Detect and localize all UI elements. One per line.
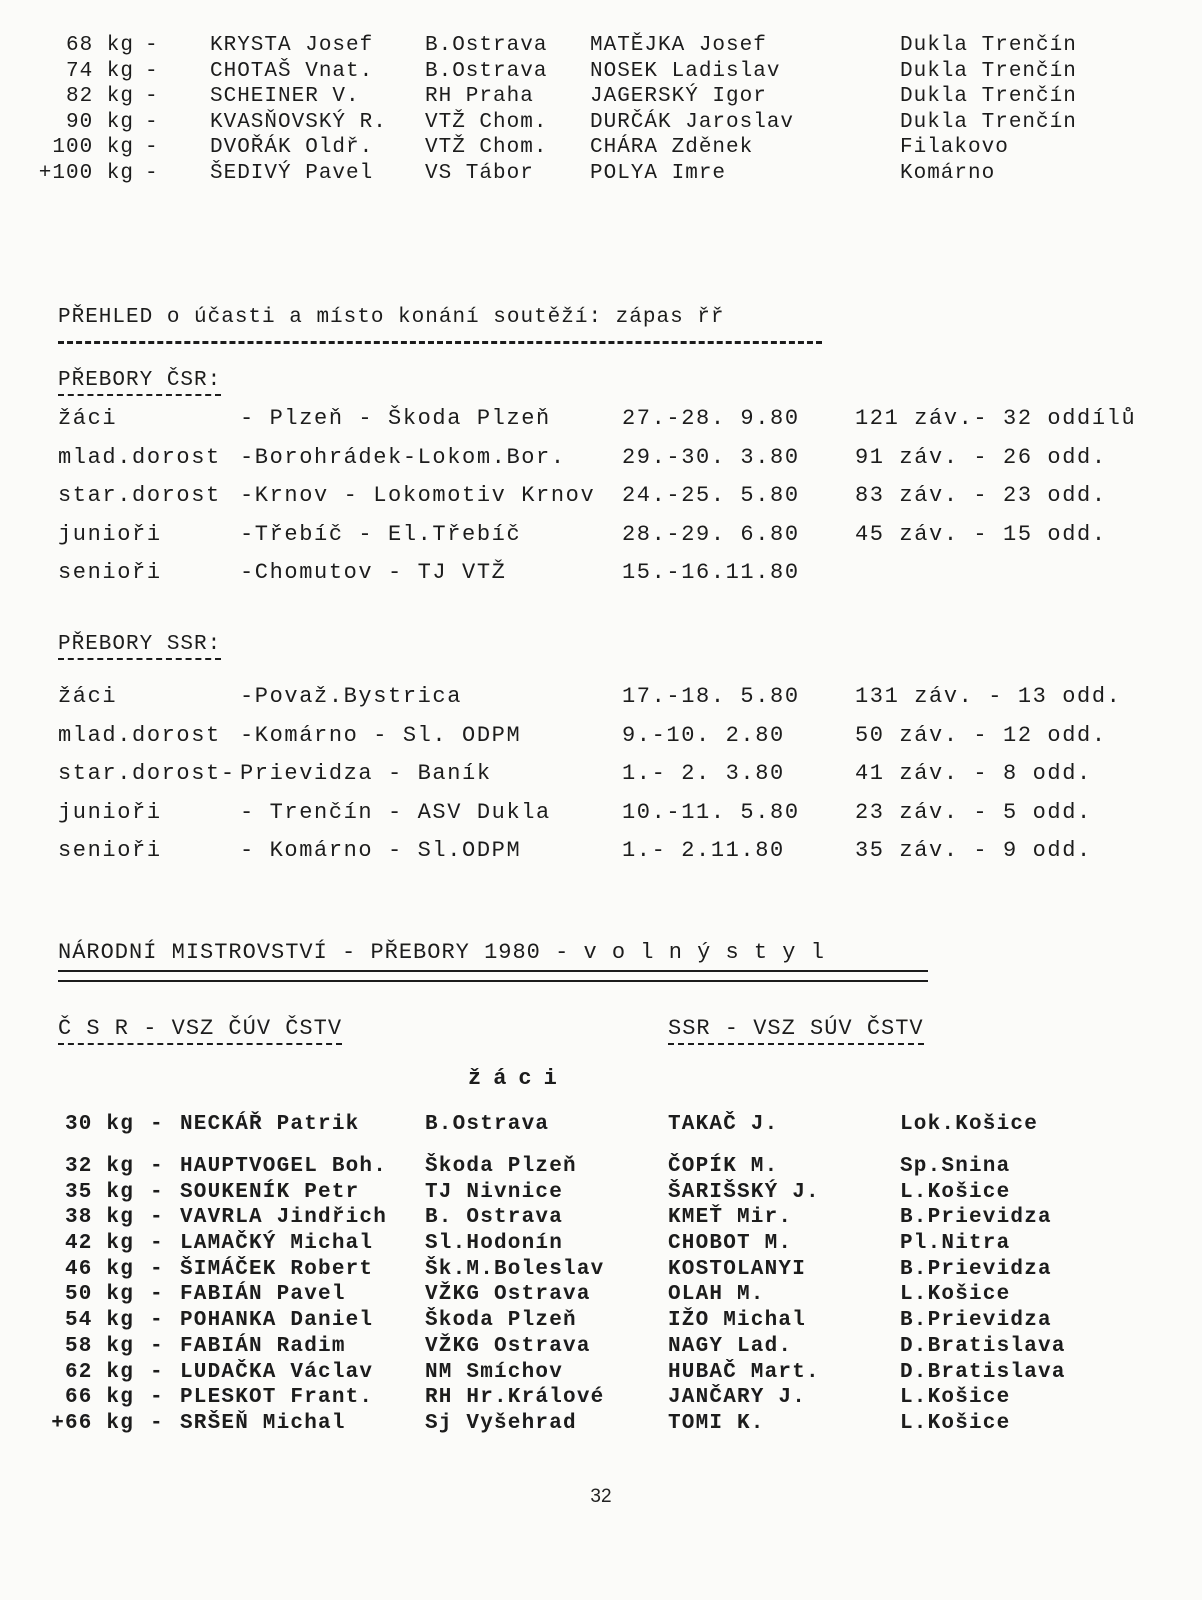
category: mlad.dorost — [58, 722, 221, 748]
ssr-competitions-table — [0, 684, 1202, 877]
dates: 17.-18. 5.80 — [622, 684, 800, 709]
ssr-club: Dukla Trenčín — [900, 34, 1077, 57]
dash: - — [145, 59, 159, 83]
csr-name: NECKÁŘ Patrik — [180, 1113, 360, 1136]
ssr-club: D.Bratislava — [900, 1334, 1066, 1358]
csr-club: Škoda Plzeň — [425, 1155, 577, 1178]
table-row — [0, 60, 1202, 86]
venue: -Komárno - Sl. ODPM — [240, 722, 522, 748]
csr-name: LAMAČKÝ Michal — [180, 1232, 374, 1256]
ssr-club: Sp.Snina — [900, 1155, 1011, 1178]
csr-club: B.Ostrava — [425, 1113, 550, 1136]
weight-class: 38 kg — [64, 1206, 134, 1230]
csr-name: KVASŇOVSKÝ R. — [210, 110, 387, 134]
csr-club: VŽKG Ostrava — [425, 1283, 591, 1307]
table-row — [0, 560, 1202, 599]
csr-name: KRYSTA Josef — [210, 34, 374, 57]
page-number: 32 — [590, 1486, 612, 1507]
ssr-name: TOMI K. — [668, 1411, 765, 1435]
ssr-name: MATĚJKA Josef — [590, 34, 767, 57]
csr-name: LUDAČKA Václav — [180, 1360, 374, 1384]
dates: 24.-25. 5.80 — [622, 483, 800, 508]
dates: 28.-29. 6.80 — [622, 521, 800, 547]
ssr-name: IŽO Michal — [668, 1309, 807, 1333]
category: mlad.dorost — [58, 444, 221, 470]
table-row — [0, 684, 1202, 723]
csr-name: SOUKENÍK Petr — [180, 1180, 360, 1204]
dash: - — [150, 1411, 164, 1435]
ssr-club: Pl.Nitra — [900, 1232, 1011, 1256]
table-row — [0, 162, 1202, 188]
table-row — [0, 111, 1202, 137]
table-row — [0, 1386, 1202, 1412]
weight-class: +100 kg — [38, 161, 134, 185]
zaci-results-table — [0, 1113, 1202, 1438]
dash: - — [145, 85, 159, 109]
category: junioři — [58, 799, 162, 825]
ssr-name: OLAH M. — [668, 1283, 765, 1307]
counts: 91 záv. - 26 odd. — [855, 444, 1107, 470]
csr-club: VTŽ Chom. — [425, 136, 548, 160]
ssr-club: L.Košice — [900, 1386, 1011, 1410]
weight-class: 66 kg — [64, 1386, 134, 1410]
dash: - — [150, 1180, 164, 1204]
table-row — [0, 1113, 1202, 1155]
ssr-club: Komárno — [900, 161, 996, 185]
category: senioři — [58, 838, 162, 863]
csr-name: POHANKA Daniel — [180, 1309, 374, 1333]
ssr-name: HUBAČ Mart. — [668, 1360, 820, 1384]
csr-club: B.Ostrava — [425, 34, 548, 57]
category: žáci — [58, 684, 118, 709]
weight-class: 50 kg — [64, 1283, 134, 1307]
dash: - — [145, 136, 159, 160]
ssr-name: NAGY Lad. — [668, 1334, 793, 1358]
csr-heading: PŘEBORY ČSR: — [58, 369, 221, 396]
csr-name: PLESKOT Frant. — [180, 1386, 374, 1410]
weight-class: 54 kg — [64, 1309, 134, 1333]
csr-name: ŠIMÁČEK Robert — [180, 1257, 374, 1281]
dash: - — [150, 1309, 164, 1333]
table-row — [0, 34, 1202, 60]
weight-class: 32 kg — [64, 1155, 134, 1178]
ssr-name: CHOBOT M. — [668, 1232, 793, 1256]
dash: - — [150, 1206, 164, 1230]
csr-competitions-table — [0, 406, 1202, 599]
weight-class: 35 kg — [64, 1180, 134, 1204]
csr-name: DVOŘÁK Oldř. — [210, 136, 374, 160]
venue: - Trenčín - ASV Dukla — [240, 799, 551, 825]
csr-club: NM Smíchov — [425, 1360, 564, 1384]
weight-class: 82 kg — [65, 85, 134, 109]
weight-class: 100 kg — [52, 136, 134, 160]
ssr-organization: SSR - VSZ SÚV ČSTV — [668, 1016, 924, 1045]
ssr-club: Dukla Trenčín — [900, 85, 1077, 109]
category: junioři — [58, 521, 162, 547]
ssr-heading: PŘEBORY SSR: — [58, 633, 221, 660]
csr-club: B. Ostrava — [425, 1206, 564, 1230]
table-row — [0, 723, 1202, 762]
counts: 83 záv. - 23 odd. — [855, 483, 1107, 508]
ssr-club: B.Prievidza — [900, 1309, 1052, 1333]
dash: - — [150, 1386, 164, 1410]
table-row — [0, 85, 1202, 111]
ssr-club: Lok.Košice — [900, 1113, 1039, 1136]
ssr-club: B.Prievidza — [900, 1206, 1052, 1230]
weight-class: 42 kg — [64, 1232, 134, 1256]
csr-club: Šk.M.Boleslav — [425, 1257, 605, 1281]
csr-name: VAVRLA Jindřich — [180, 1206, 388, 1230]
ssr-club: L.Košice — [900, 1180, 1011, 1204]
csr-name: CHOTAŠ Vnat. — [210, 59, 374, 83]
table-row — [0, 1309, 1202, 1335]
table-row — [0, 1206, 1202, 1232]
category: žáci — [58, 406, 118, 431]
dates: 1.- 2. 3.80 — [622, 761, 785, 786]
zaci-title: žáci — [468, 1066, 569, 1091]
top-results-table — [0, 34, 1202, 188]
ssr-name: TAKAČ J. — [668, 1113, 779, 1136]
ssr-club: Dukla Trenčín — [900, 59, 1077, 83]
table-row — [0, 1155, 1202, 1181]
dates: 27.-28. 9.80 — [622, 406, 800, 431]
csr-name: FABIÁN Radim — [180, 1334, 346, 1358]
venue: -Třebíč - El.Třebíč — [240, 521, 522, 547]
ssr-club: B.Prievidza — [900, 1257, 1052, 1281]
table-row — [0, 1283, 1202, 1309]
table-row — [0, 761, 1202, 800]
venue: -Považ.Bystrica — [240, 684, 463, 709]
dash: - — [150, 1155, 164, 1178]
csr-name: ŠEDIVÝ Pavel — [210, 161, 374, 185]
counts: 41 záv. - 8 odd. — [855, 761, 1092, 786]
csr-club: RH Hr.Králové — [425, 1386, 605, 1410]
dash: - — [150, 1283, 164, 1307]
dash: - — [150, 1360, 164, 1384]
table-row — [0, 838, 1202, 877]
national-heading: NÁRODNÍ MISTROVSTVÍ - PŘEBORY 1980 - v o l n ý s t y l — [58, 940, 825, 965]
ssr-name: CHÁRA Zděnek — [590, 136, 754, 160]
overview-heading: PŘEHLED o účasti a místo konání soutěží: zápas řř — [58, 306, 725, 329]
weight-class: 68 kg — [65, 34, 134, 57]
dash: - — [145, 161, 159, 185]
venue: - Plzeň - Škoda Plzeň — [240, 406, 551, 431]
csr-club: VS Tábor — [425, 161, 534, 185]
table-row — [0, 522, 1202, 561]
weight-class: 58 kg — [64, 1334, 134, 1358]
ssr-name: KMEŤ Mir. — [668, 1206, 793, 1230]
table-row — [0, 1335, 1202, 1361]
dash: - — [150, 1257, 164, 1281]
table-row — [0, 406, 1202, 445]
dash: - — [145, 34, 159, 57]
weight-class: 30 kg — [64, 1113, 134, 1136]
ssr-name: DURČÁK Jaroslav — [590, 110, 795, 134]
dates: 29.-30. 3.80 — [622, 444, 800, 470]
csr-club: RH Praha — [425, 85, 534, 109]
ssr-name: KOSTOLANYI — [668, 1257, 807, 1281]
csr-club: Sl.Hodonín — [425, 1232, 564, 1256]
ssr-name: POLYA Imre — [590, 161, 727, 185]
ssr-club: L.Košice — [900, 1411, 1011, 1435]
weight-class: +66 kg — [51, 1411, 134, 1435]
table-row — [0, 483, 1202, 522]
ssr-name: ČOPÍK M. — [668, 1155, 779, 1178]
csr-name: FABIÁN Pavel — [180, 1283, 346, 1307]
ssr-club: Filakovo — [900, 136, 1009, 160]
csr-club: TJ Nivnice — [425, 1180, 564, 1204]
counts: 35 záv. - 9 odd. — [855, 838, 1092, 863]
dash: - — [150, 1113, 164, 1136]
table-row — [0, 1412, 1202, 1438]
dates: 10.-11. 5.80 — [622, 799, 800, 825]
venue: -Chomutov - TJ VTŽ — [240, 560, 507, 585]
venue: Prievidza - Baník — [240, 761, 492, 786]
counts: 45 záv. - 15 odd. — [855, 521, 1107, 547]
venue: -Borohrádek-Lokom.Bor. — [240, 444, 566, 470]
csr-name: SRŠEŇ Michal — [180, 1411, 346, 1435]
csr-club: B.Ostrava — [425, 59, 548, 83]
counts: 23 záv. - 5 odd. — [855, 799, 1092, 825]
ssr-name: JANČARY J. — [668, 1386, 807, 1410]
category: star.dorost- — [58, 761, 236, 786]
ssr-name: NOSEK Ladislav — [590, 59, 781, 83]
venue: - Komárno - Sl.ODPM — [240, 838, 522, 863]
dates: 9.-10. 2.80 — [622, 722, 785, 748]
dash: - — [150, 1232, 164, 1256]
dash: - — [150, 1334, 164, 1358]
csr-club: Škoda Plzeň — [425, 1309, 577, 1333]
heading-double-rule — [58, 970, 928, 982]
weight-class: 46 kg — [64, 1257, 134, 1281]
table-row — [0, 1181, 1202, 1207]
category: star.dorost — [58, 483, 221, 508]
ssr-club: D.Bratislava — [900, 1360, 1066, 1384]
heading-dash-rule — [58, 341, 822, 344]
csr-club: VŽKG Ostrava — [425, 1334, 591, 1358]
table-row — [0, 1361, 1202, 1387]
ssr-name: JAGERSKÝ Igor — [590, 85, 767, 109]
csr-club: Sj Vyšehrad — [425, 1411, 577, 1435]
weight-class: 90 kg — [65, 110, 134, 134]
csr-club: VTŽ Chom. — [425, 110, 548, 134]
table-row — [0, 445, 1202, 484]
venue: -Krnov - Lokomotiv Krnov — [240, 483, 596, 508]
dates: 1.- 2.11.80 — [622, 838, 785, 863]
ssr-name: ŠARIŠSKÝ J. — [668, 1180, 820, 1204]
ssr-club: Dukla Trenčín — [900, 110, 1077, 134]
dates: 15.-16.11.80 — [622, 560, 800, 585]
table-row — [0, 800, 1202, 839]
table-row — [0, 136, 1202, 162]
ssr-club: L.Košice — [900, 1283, 1011, 1307]
table-row — [0, 1232, 1202, 1258]
counts: 121 záv.- 32 oddílů — [855, 406, 1137, 431]
counts: 131 záv. - 13 odd. — [855, 684, 1122, 709]
dash: - — [145, 110, 159, 134]
weight-class: 62 kg — [64, 1360, 134, 1384]
csr-name: HAUPTVOGEL Boh. — [180, 1155, 388, 1178]
table-row — [0, 1258, 1202, 1284]
csr-organization: Č S R - VSZ ČÚV ČSTV — [58, 1016, 342, 1045]
counts: 50 záv. - 12 odd. — [855, 722, 1107, 748]
weight-class: 74 kg — [65, 59, 134, 83]
csr-name: SCHEINER V. — [210, 85, 360, 109]
category: senioři — [58, 560, 162, 585]
